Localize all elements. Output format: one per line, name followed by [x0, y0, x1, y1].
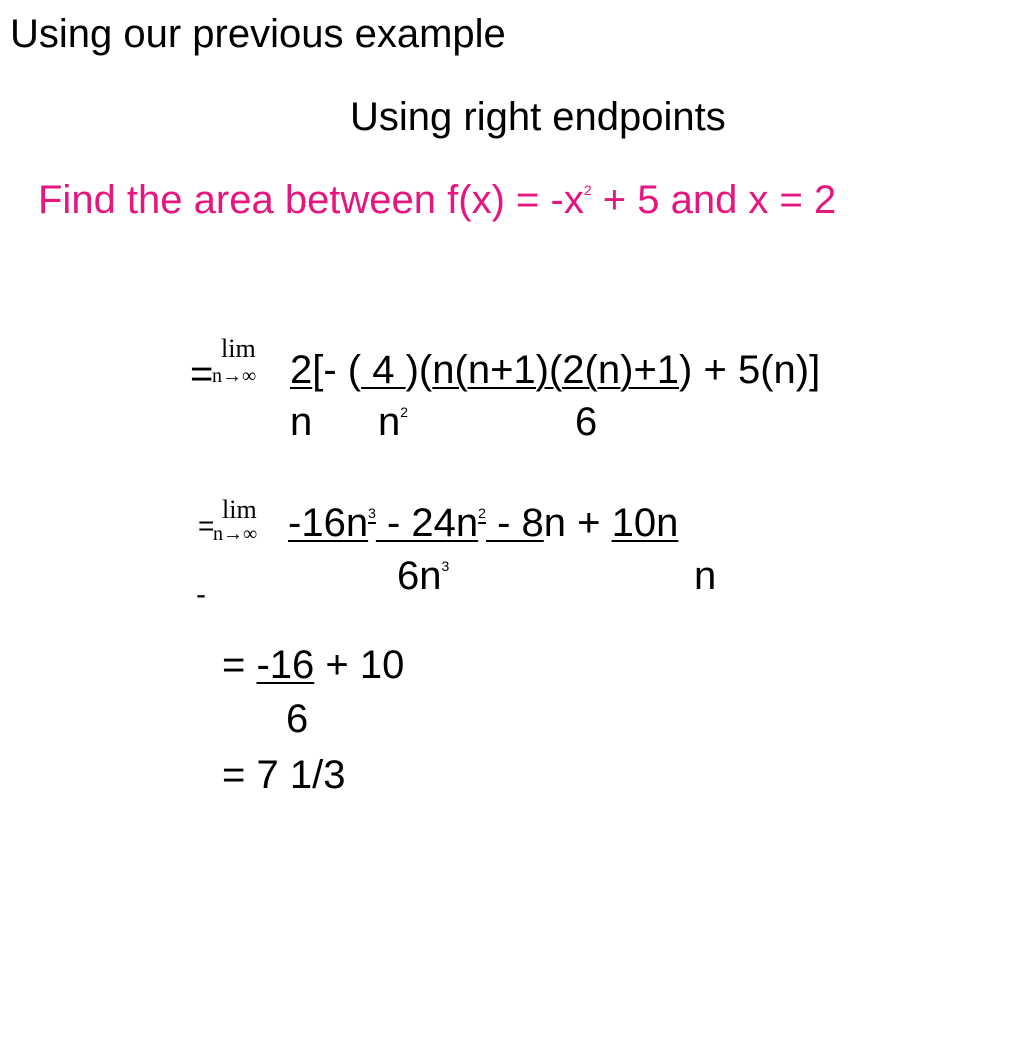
problem-exponent: 2 — [583, 182, 592, 198]
step2-num-part2: - 24n — [375, 501, 479, 545]
heading: Using our previous example — [10, 12, 506, 56]
subheading: Using right endpoints — [350, 95, 726, 139]
step1-b-den-base: n — [378, 400, 401, 444]
problem-prefix: Find the area between f(x) = -x — [38, 178, 584, 222]
step3-num: -16 — [256, 643, 315, 687]
step2-num-part3: - 8 — [485, 501, 544, 545]
step2-limit-sub — [213, 524, 257, 544]
step1-numerator-line — [290, 350, 820, 390]
step2-rest: n + — [543, 501, 612, 545]
step2-den1-exp: 3 — [441, 558, 450, 574]
step1-equals: = — [190, 352, 214, 396]
step1-b-den-exp: 2 — [400, 404, 409, 420]
step4-result: = 7 1/3 — [222, 753, 346, 797]
problem-suffix: + 5 and x = 2 — [591, 178, 837, 222]
step2-equals: = — [198, 510, 215, 541]
step3-den: 6 — [286, 697, 309, 741]
step2-num-exp1: 3 — [368, 505, 376, 521]
problem-statement — [38, 180, 836, 220]
step1-a-num: 2 — [290, 348, 313, 392]
step2-den1 — [397, 556, 449, 596]
step2-frac2-den: n — [694, 554, 717, 598]
step1-lim-sub: n→∞ — [212, 365, 257, 387]
step2-num-part1: -16n — [288, 501, 369, 545]
step2-frac2-num: 10n — [611, 501, 679, 545]
step2-lim-word: lim — [222, 495, 257, 524]
step3-line — [222, 645, 404, 685]
step1-lim-word: lim — [221, 334, 256, 363]
step2-dash: - — [196, 578, 206, 611]
step1-a-mid: [- ( — [312, 348, 362, 392]
step2-limit — [222, 497, 257, 523]
step1-a-den: n — [290, 400, 313, 444]
step1-b-den — [378, 402, 408, 442]
step1-c-num: n(n+1)(2(n)+1 — [432, 348, 680, 392]
step1-tail: ) + 5(n)] — [679, 348, 821, 392]
step2-lim-sub: n→∞ — [213, 523, 258, 545]
step3-equals: = — [222, 643, 257, 687]
step2-numerator-line — [288, 503, 678, 543]
step1-c-den: 6 — [575, 400, 598, 444]
step3-plus: + 10 — [314, 643, 405, 687]
step1-limit-sub — [212, 366, 256, 386]
step1-b-num: 4 — [361, 348, 406, 392]
step1-limit — [221, 336, 256, 362]
step1-b-close: )( — [405, 348, 433, 392]
step2-den1-base: 6n — [397, 554, 442, 598]
step2-num-exp2: 2 — [478, 505, 486, 521]
